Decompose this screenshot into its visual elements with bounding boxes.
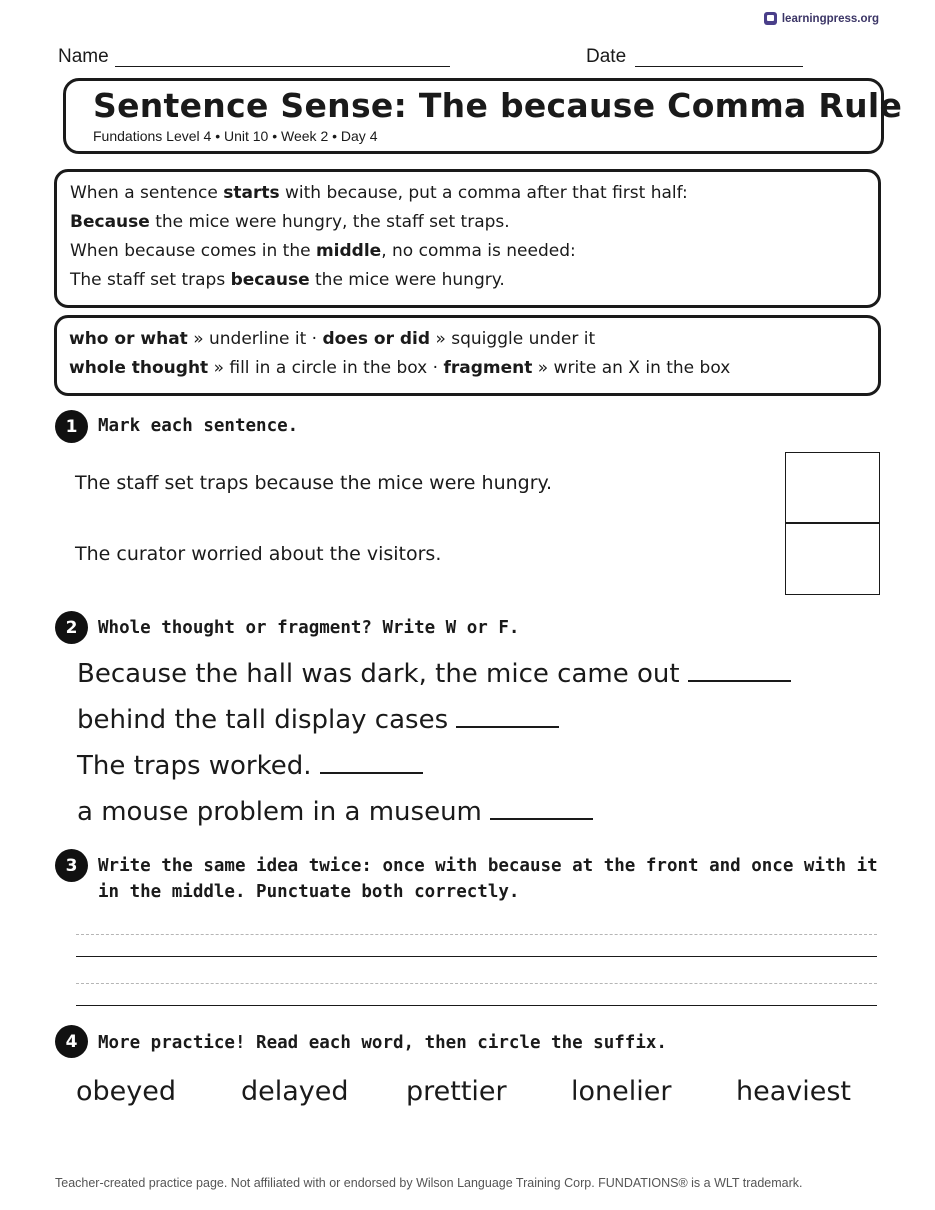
section-3-number: 3 [55, 849, 88, 882]
key-line-1: who or what » underline it · does or did » squiggle under it [69, 329, 596, 349]
date-label: Date [586, 46, 627, 67]
date-line[interactable] [635, 66, 803, 67]
section-2-number: 2 [55, 611, 88, 644]
rule-line-1: When a sentence starts with because, put a comma after that first half: [70, 183, 688, 203]
writing-guide-line [76, 983, 877, 984]
section-3-instruction: Write the same idea twice: once with because at the front and once with it in the middle. Punctuate both correctly. [98, 856, 878, 902]
section-4-number: 4 [55, 1025, 88, 1058]
sentence-1: The staff set traps because the mice were hungry. [75, 472, 553, 494]
mark-box-1[interactable] [785, 452, 880, 523]
key-box [54, 315, 881, 396]
section-4-instruction: More practice! Read each word, then circle the suffix. [98, 1033, 667, 1053]
name-label: Name [58, 46, 109, 67]
suffix-word[interactable]: obeyed [76, 1076, 176, 1107]
rule-line-3: When because comes in the middle, no comma is needed: [70, 241, 576, 261]
sentence-2: The curator worried about the visitors. [75, 543, 442, 565]
brand-text: learningpress.org [781, 12, 879, 25]
brand-logo [764, 12, 879, 25]
suffix-word[interactable]: delayed [241, 1076, 349, 1107]
writing-line-1[interactable] [76, 956, 877, 957]
answer-blank[interactable] [688, 679, 791, 682]
book-icon [764, 12, 777, 25]
answer-blank[interactable] [320, 771, 423, 774]
wf-item-3: The traps worked. [77, 751, 423, 781]
suffix-word[interactable]: prettier [406, 1076, 507, 1107]
name-line[interactable] [115, 66, 450, 67]
writing-guide-line [76, 934, 877, 935]
key-line-2: whole thought » fill in a circle in the box · fragment » write an X in the box [69, 358, 731, 378]
page-title: Sentence Sense: The because Comma Rule [93, 86, 903, 125]
wf-item-4: a mouse problem in a museum [77, 797, 593, 827]
section-2-instruction: Whole thought or fragment? Write W or F. [98, 618, 520, 638]
suffix-word[interactable]: heaviest [736, 1076, 852, 1107]
answer-blank[interactable] [490, 817, 593, 820]
wf-item-2: behind the tall display cases [77, 705, 559, 735]
section-1-number: 1 [55, 410, 88, 443]
section-1-instruction: Mark each sentence. [98, 416, 299, 436]
answer-blank[interactable] [456, 725, 559, 728]
suffix-word[interactable]: lonelier [571, 1076, 672, 1107]
rule-line-4: The staff set traps because the mice were hungry. [70, 270, 505, 290]
wf-item-1: Because the hall was dark, the mice came out [77, 659, 791, 689]
page-subtitle: Fundations Level 4 • Unit 10 • Week 2 • Day 4 [93, 128, 378, 144]
footer-disclaimer: Teacher-created practice page. Not affiliated with or endorsed by Wilson Language Training Corp. FUNDATIONS® is a WLT trademark. [55, 1176, 803, 1190]
writing-line-2[interactable] [76, 1005, 877, 1006]
rule-line-2: Because the mice were hungry, the staff set traps. [70, 212, 510, 232]
mark-box-2[interactable] [785, 523, 880, 595]
